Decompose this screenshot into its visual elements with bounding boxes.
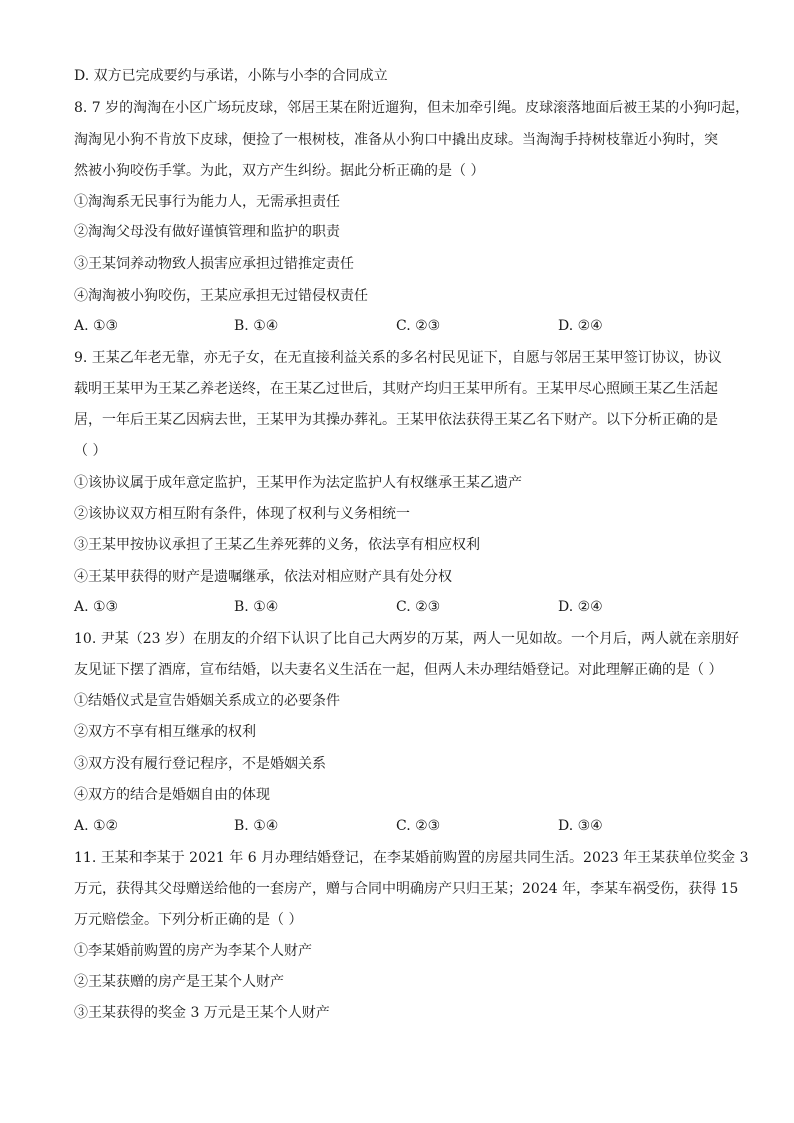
text-line: 8. 7 岁的淘淘在小区广场玩皮球，邻居王某在附近遛狗，但未加牵引绳。皮球滚落地面后被王某的小狗叼起， bbox=[74, 100, 750, 116]
answer-option: B. ①④ bbox=[234, 818, 279, 834]
answer-options-row bbox=[74, 816, 734, 836]
text-line: 居，一年后王某乙因病去世，王某甲为其操办葬礼。王某甲依法获得王某乙名下财产。以下分析正确的是 bbox=[74, 412, 718, 428]
text-line: 淘淘见小狗不肯放下皮球，便捡了一根树枝，准备从小狗口中撬出皮球。当淘淘手持树枝靠近小狗时，突 bbox=[74, 132, 718, 148]
text-line: ④王某甲获得的财产是遗嘱继承，依法对相应财产具有处分权 bbox=[74, 569, 452, 585]
text-line: ④淘淘被小狗咬伤，王某应承担无过错侵权责任 bbox=[74, 288, 368, 304]
text-line: ①淘淘系无民事行为能力人，无需承担责任 bbox=[74, 194, 340, 210]
answer-option: B. ①④ bbox=[234, 599, 279, 615]
text-line: 友见证下摆了酒席，宣布结婚，以夫妻名义生活在一起，但两人未办理结婚登记。对此理解正确的是（ ） bbox=[74, 662, 723, 678]
answer-option: D. ②④ bbox=[558, 318, 603, 334]
text-line: ③双方没有履行登记程序，不是婚姻关系 bbox=[74, 756, 326, 772]
answer-option: B. ①④ bbox=[234, 318, 279, 334]
text-line: ③王某获得的奖金 3 万元是王某个人财产 bbox=[74, 1005, 330, 1021]
text-line: 11. 王某和李某于 2021 年 6 月办理结婚登记，在李某婚前购置的房屋共同生活。2023 年王某获单位奖金 3 bbox=[74, 850, 749, 866]
answer-option: D. ②④ bbox=[558, 599, 603, 615]
answer-option: C. ②③ bbox=[396, 818, 441, 834]
answer-option: C. ②③ bbox=[396, 599, 441, 615]
text-line: ④双方的结合是婚姻自由的体现 bbox=[74, 787, 270, 803]
answer-option: A. ①② bbox=[74, 818, 119, 834]
answer-options-row bbox=[74, 597, 734, 617]
text-line: ①结婚仪式是宣告婚姻关系成立的必要条件 bbox=[74, 693, 340, 709]
text-line: ③王某甲按协议承担了王某乙生养死葬的义务，依法享有相应权利 bbox=[74, 537, 480, 553]
answer-option: C. ②③ bbox=[396, 318, 441, 334]
text-line: D. 双方已完成要约与承诺，小陈与小李的合同成立 bbox=[74, 68, 388, 84]
text-line: 万元赔偿金。下列分析正确的是（ ） bbox=[74, 912, 303, 928]
text-line: ②该协议双方相互附有条件，体现了权利与义务相统一 bbox=[74, 506, 410, 522]
answer-option: A. ①③ bbox=[74, 318, 119, 334]
text-line: 万元，获得其父母赠送给他的一套房产，赠与合同中明确房产只归王某；2024 年，李某车祸受伤，获得 15 bbox=[74, 881, 739, 897]
text-line: ②双方不享有相互继承的权利 bbox=[74, 724, 256, 740]
text-line: 然被小狗咬伤手掌。为此，双方产生纠纷。据此分析正确的是（ ） bbox=[74, 163, 485, 179]
text-line: 10. 尹某（23 岁）在朋友的介绍下认识了比自己大两岁的万某，两人一见如故。一个月后，两人就在亲朋好 bbox=[74, 631, 739, 647]
answer-option: A. ①③ bbox=[74, 599, 119, 615]
text-line: ①李某婚前购置的房产为李某个人财产 bbox=[74, 943, 312, 959]
text-line: 载明王某甲为王某乙养老送终，在王某乙过世后，其财产均归王某甲所有。王某甲尽心照顾王某乙生活起 bbox=[74, 381, 718, 397]
text-line: ③王某饲养动物致人损害应承担过错推定责任 bbox=[74, 256, 354, 272]
text-line: （ ） bbox=[74, 443, 107, 459]
answer-options-row bbox=[74, 316, 734, 336]
answer-option: D. ③④ bbox=[558, 818, 603, 834]
text-line: 9. 王某乙年老无靠，亦无子女，在无直接利益关系的多名村民见证下，自愿与邻居王某甲签订协议，协议 bbox=[74, 350, 722, 366]
text-line: ②王某获赠的房产是王某个人财产 bbox=[74, 974, 284, 990]
text-line: ②淘淘父母没有做好谨慎管理和监护的职责 bbox=[74, 224, 340, 240]
text-line: ①该协议属于成年意定监护，王某甲作为法定监护人有权继承王某乙遗产 bbox=[74, 475, 522, 491]
